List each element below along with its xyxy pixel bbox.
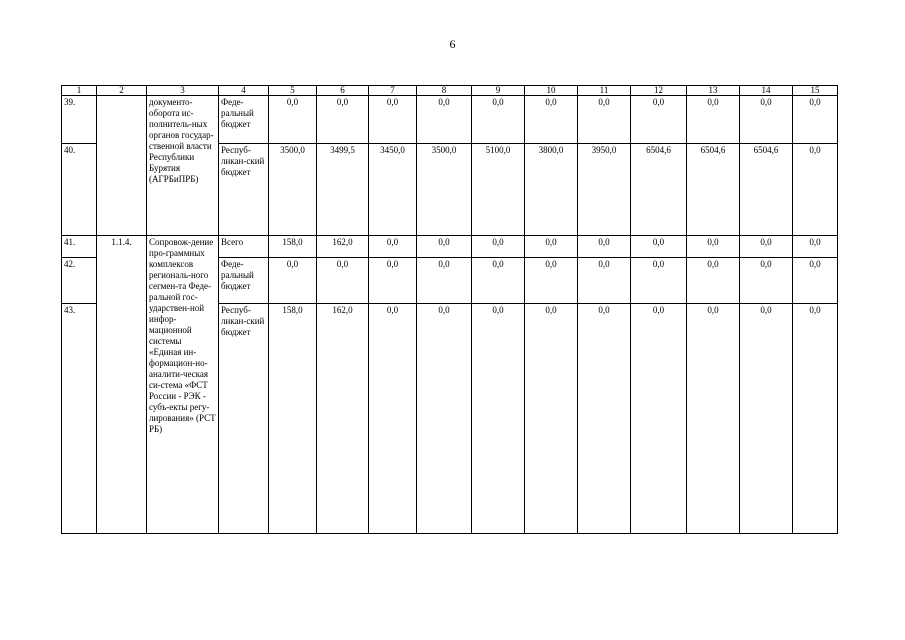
value-cell: 0,0 [269, 258, 317, 304]
value-cell: 0,0 [631, 258, 687, 304]
value-cell: 3800,0 [525, 144, 578, 236]
value-cell: 0,0 [687, 304, 740, 534]
value-cell: 0,0 [369, 96, 417, 144]
value-cell: 0,0 [578, 236, 631, 258]
value-cell: 0,0 [369, 236, 417, 258]
column-header: 5 [269, 86, 317, 96]
value-cell: 0,0 [631, 304, 687, 534]
activity-name: Сопровож-дение про-граммных комплексов региональ-ного сегмен-та Феде-ральной гос-ударствен-ной инфор-мационной системы «Единая ин-формацион-но-аналити-ческая си-стема «ФСТ России - РЭК - субъ-екты регу-лирования» (РСТ РБ) [147, 236, 219, 534]
value-cell: 0,0 [793, 96, 838, 144]
column-header: 6 [317, 86, 369, 96]
value-cell: 0,0 [578, 96, 631, 144]
column-header: 7 [369, 86, 417, 96]
budget-table [61, 85, 838, 534]
column-header: 11 [578, 86, 631, 96]
value-cell: 0,0 [793, 236, 838, 258]
activity-code: 1.1.4. [97, 236, 147, 534]
funding-source: Респуб-ликан-ский бюджет [219, 304, 269, 534]
row-number: 42. [62, 258, 97, 304]
row-number: 43. [62, 304, 97, 534]
column-header: 2 [97, 86, 147, 96]
value-cell: 0,0 [578, 304, 631, 534]
row-number: 41. [62, 236, 97, 258]
value-cell: 0,0 [417, 96, 472, 144]
value-cell: 0,0 [687, 96, 740, 144]
funding-source: Феде-ральный бюджет [219, 258, 269, 304]
value-cell: 6504,6 [687, 144, 740, 236]
value-cell: 0,0 [793, 144, 838, 236]
value-cell: 0,0 [525, 236, 578, 258]
value-cell: 162,0 [317, 236, 369, 258]
column-header: 3 [147, 86, 219, 96]
funding-source: Респуб-ликан-ский бюджет [219, 144, 269, 236]
page-number: 6 [449, 37, 456, 51]
value-cell: 0,0 [369, 304, 417, 534]
value-cell: 6504,6 [631, 144, 687, 236]
column-header: 14 [740, 86, 793, 96]
value-cell: 6504,6 [740, 144, 793, 236]
value-cell: 158,0 [269, 304, 317, 534]
value-cell: 0,0 [793, 258, 838, 304]
value-cell: 0,0 [525, 258, 578, 304]
column-header: 8 [417, 86, 472, 96]
value-cell: 0,0 [472, 96, 525, 144]
value-cell: 0,0 [317, 258, 369, 304]
value-cell: 0,0 [631, 236, 687, 258]
value-cell: 0,0 [687, 236, 740, 258]
row-number: 39. [62, 96, 97, 144]
row-number: 40. [62, 144, 97, 236]
column-header: 15 [793, 86, 838, 96]
value-cell: 0,0 [525, 96, 578, 144]
column-header: 9 [472, 86, 525, 96]
value-cell: 0,0 [472, 304, 525, 534]
value-cell: 0,0 [740, 236, 793, 258]
value-cell: 5100,0 [472, 144, 525, 236]
value-cell: 0,0 [525, 304, 578, 534]
column-header: 4 [219, 86, 269, 96]
column-header: 1 [62, 86, 97, 96]
activity-name: документо-оборота ис-полнитель-ных органов государ-ственной власти Республики Бурятия (АГРБиПРБ) [147, 96, 219, 236]
header-row [62, 86, 838, 96]
column-header: 13 [687, 86, 740, 96]
value-cell: 3499,5 [317, 144, 369, 236]
value-cell: 0,0 [793, 304, 838, 534]
funding-source: Всего [219, 236, 269, 258]
value-cell: 0,0 [578, 258, 631, 304]
value-cell: 3450,0 [369, 144, 417, 236]
value-cell: 0,0 [740, 258, 793, 304]
value-cell: 0,0 [317, 96, 369, 144]
value-cell: 162,0 [317, 304, 369, 534]
value-cell: 3950,0 [578, 144, 631, 236]
value-cell: 0,0 [417, 236, 472, 258]
value-cell: 0,0 [417, 304, 472, 534]
funding-source: Феде-ральный бюджет [219, 96, 269, 144]
value-cell: 0,0 [472, 258, 525, 304]
table-row [62, 236, 838, 258]
value-cell: 0,0 [740, 96, 793, 144]
value-cell: 0,0 [369, 258, 417, 304]
value-cell: 0,0 [472, 236, 525, 258]
value-cell: 0,0 [631, 96, 687, 144]
value-cell: 3500,0 [417, 144, 472, 236]
value-cell: 0,0 [269, 96, 317, 144]
activity-code [97, 96, 147, 236]
table-row [62, 96, 838, 144]
value-cell: 3500,0 [269, 144, 317, 236]
value-cell: 0,0 [740, 304, 793, 534]
value-cell: 0,0 [687, 258, 740, 304]
column-header: 10 [525, 86, 578, 96]
column-header: 12 [631, 86, 687, 96]
value-cell: 0,0 [417, 258, 472, 304]
value-cell: 158,0 [269, 236, 317, 258]
